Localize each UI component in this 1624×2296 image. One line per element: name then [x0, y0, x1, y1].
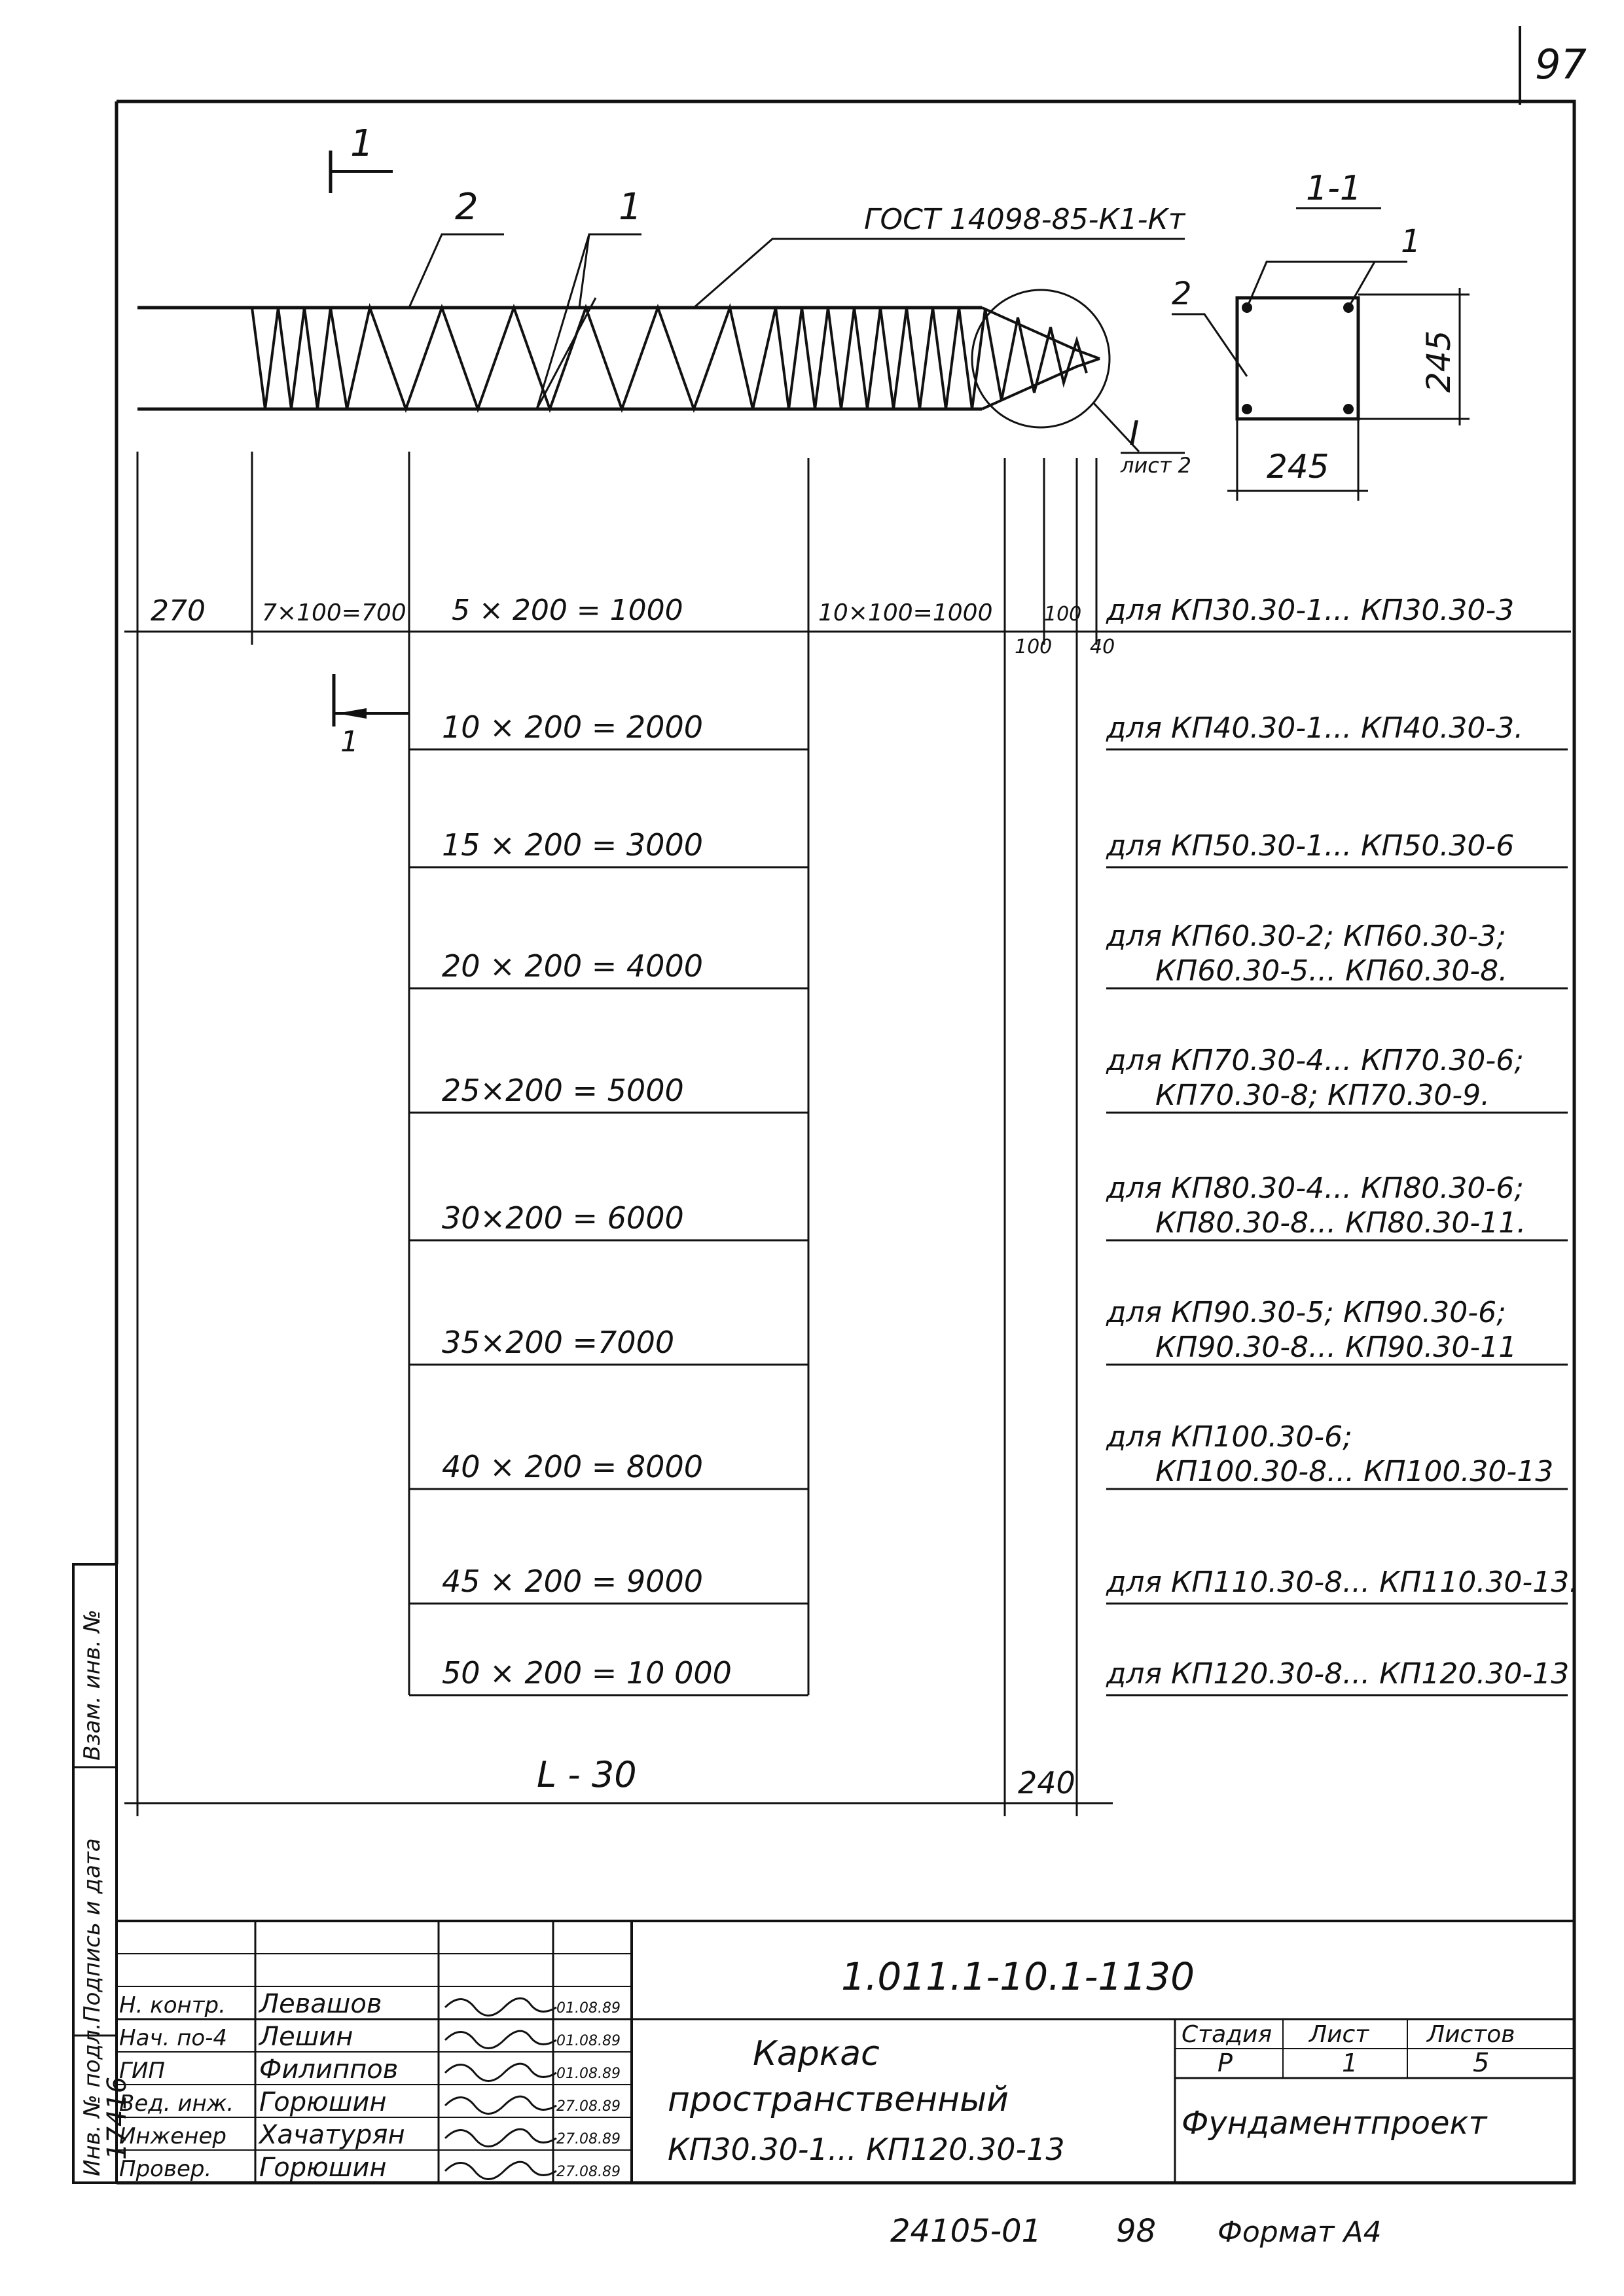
variant-spacing: 5 × 200 = 1000	[452, 594, 683, 627]
section-leader-1b	[1348, 262, 1375, 308]
variant-applicability: для КП90.30-5; КП90.30-6;	[1106, 1296, 1506, 1329]
variant-spacing: 25×200 = 5000	[442, 1073, 684, 1108]
stamp-original-inventory: Инв. № подл.	[79, 2022, 105, 2176]
tb-person-role: Нач. по-4	[119, 2025, 228, 2051]
leader-helper	[537, 298, 596, 409]
stage-value: Р	[1218, 2049, 1233, 2077]
variant-applicability-cont: КП90.30-8... КП90.30-11	[1155, 1331, 1517, 1364]
leader-1-line-a	[579, 234, 641, 308]
cut-mark-label: 1	[340, 725, 359, 759]
section-callout-2: 2	[1172, 276, 1192, 312]
dim-overall: L - 30	[537, 1754, 637, 1795]
tb-signature	[445, 1998, 556, 2015]
tb-person-name: Лешин	[259, 2022, 353, 2052]
stamp-inventory-number: 17416	[102, 2076, 132, 2160]
spiral-hoop	[252, 308, 1087, 409]
tb-person-date: 01.08.89	[556, 2033, 621, 2049]
gost-leader	[694, 239, 1185, 308]
organization: Фундаментпроект	[1182, 2105, 1487, 2142]
footer-format: Формат А4	[1218, 2215, 1382, 2249]
variant-rows	[409, 594, 1578, 1695]
tb-person-role: Вед. инж.	[119, 2090, 234, 2117]
variant-spacing: 15 × 200 = 3000	[442, 827, 703, 863]
variant-applicability: для КП40.30-1... КП40.30-3.	[1106, 711, 1524, 745]
variant-spacing: 45 × 200 = 9000	[442, 1564, 703, 1599]
tb-person-role: Инженер	[119, 2123, 226, 2149]
tb-signature	[445, 2031, 556, 2048]
section-callout-1: 1	[1401, 223, 1421, 260]
tb-signature	[445, 2064, 556, 2081]
tb-signature	[445, 2096, 556, 2113]
variant-applicability: для КП30.30-1... КП30.30-3	[1106, 594, 1515, 627]
tb-person-role: Н. контр.	[119, 1992, 226, 2018]
tb-person-name: Филиппов	[259, 2054, 399, 2085]
sheet-value: 1	[1342, 2049, 1358, 2077]
footer-page: 98	[1116, 2213, 1157, 2250]
page-number: 97	[1535, 41, 1587, 88]
section-square	[1237, 298, 1358, 419]
section-title: 1-1	[1306, 169, 1362, 208]
variant-applicability: для КП100.30-6;	[1106, 1420, 1352, 1454]
variant-spacing: 40 × 200 = 8000	[442, 1449, 703, 1484]
tb-person-role: ГИП	[119, 2058, 165, 2084]
tb-person-name: Горюшин	[259, 2087, 387, 2117]
tb-person-name: Хачатурян	[259, 2120, 405, 2150]
tb-signature	[445, 2162, 556, 2179]
detail-label: I	[1129, 414, 1140, 454]
section-leader-1a	[1247, 262, 1407, 308]
section-mark-label: 1	[350, 122, 374, 165]
sheets-value: 5	[1473, 2048, 1490, 2078]
variant-spacing: 50 × 200 = 10 000	[442, 1655, 732, 1691]
variant-applicability-cont: КП100.30-8... КП100.30-13	[1155, 1455, 1554, 1488]
people-rows	[119, 1989, 621, 2183]
tb-person-name: Горюшин	[259, 2153, 387, 2183]
title-line-1: Каркас	[753, 2034, 880, 2073]
title-line-3: КП30.30-1... КП120.30-13	[668, 2132, 1065, 2167]
variant-applicability: для КП80.30-4... КП80.30-6;	[1106, 1172, 1525, 1205]
tb-person-date: 27.08.89	[556, 2164, 621, 2180]
leader-label-2: 2	[455, 186, 478, 228]
variant-spacing: 20 × 200 = 4000	[442, 948, 703, 984]
dim-240: 240	[1018, 1765, 1075, 1801]
stamp-replaced-inventory: Взам. инв. №	[79, 1609, 105, 1761]
tb-person-date: 01.08.89	[556, 2000, 621, 2017]
document-code: 1.011.1-10.1-1130	[841, 1954, 1195, 1999]
dim-270: 270	[151, 594, 206, 628]
drawing-frame	[117, 101, 1574, 2183]
bar-dot-br	[1343, 404, 1354, 414]
section-height: 245	[1420, 330, 1458, 393]
bar-dot-bl	[1242, 404, 1252, 414]
tb-person-date: 27.08.89	[556, 2131, 621, 2147]
dim-40: 40	[1090, 636, 1115, 658]
dim-1000: 10×100=1000	[818, 600, 993, 626]
tb-person-date: 27.08.89	[556, 2098, 621, 2115]
tb-signature	[445, 2129, 556, 2146]
cage-elevation	[137, 122, 1191, 478]
variant-spacing: 35×200 =7000	[442, 1325, 675, 1360]
dim-700: 7×100=700	[262, 600, 406, 626]
footer-doc-number: 24105-01	[890, 2213, 1042, 2250]
tb-person-role: Провер.	[119, 2156, 212, 2182]
tip-upper	[982, 308, 1100, 359]
leader-label-1: 1	[619, 186, 642, 228]
gost-label: ГОСТ 14098-85-К1-Кт	[864, 203, 1185, 236]
variant-spacing: 10 × 200 = 2000	[442, 709, 703, 745]
variant-applicability: для КП110.30-8... КП110.30-13.	[1106, 1566, 1579, 1599]
tb-person-name: Левашов	[259, 1989, 382, 2019]
variant-applicability-cont: КП60.30-5... КП60.30-8.	[1155, 954, 1508, 988]
detail-circle	[972, 290, 1110, 427]
dim-100-a: 100	[1044, 603, 1082, 626]
section-width: 245	[1267, 448, 1329, 486]
sheet-header: Лист	[1309, 2021, 1369, 2048]
section-1-1	[1172, 169, 1470, 501]
detail-sheet: лист 2	[1121, 453, 1192, 478]
variant-applicability: для КП60.30-2; КП60.30-3;	[1106, 920, 1506, 953]
stamp-signature-date: Подпись и дата	[79, 1838, 105, 2022]
title-line-2: пространственный	[668, 2080, 1009, 2119]
variant-applicability-cont: КП70.30-8; КП70.30-9.	[1155, 1079, 1490, 1112]
variant-applicability: для КП50.30-1... КП50.30-6	[1106, 829, 1515, 863]
dim-100-b: 100	[1015, 636, 1053, 658]
stage-header: Стадия	[1182, 2021, 1272, 2048]
variant-applicability: для КП120.30-8... КП120.30-13	[1106, 1657, 1570, 1691]
leader-2-line	[409, 234, 504, 308]
variant-spacing: 30×200 = 6000	[442, 1200, 684, 1236]
variant-applicability: для КП70.30-4... КП70.30-6;	[1106, 1044, 1525, 1077]
variant-applicability-cont: КП80.30-8... КП80.30-11.	[1155, 1206, 1526, 1240]
cut-mark-arrowhead	[337, 708, 367, 719]
sheets-header: Листов	[1427, 2021, 1515, 2048]
dimension-chain	[124, 452, 1571, 1816]
tb-person-date: 01.08.89	[556, 2066, 621, 2082]
